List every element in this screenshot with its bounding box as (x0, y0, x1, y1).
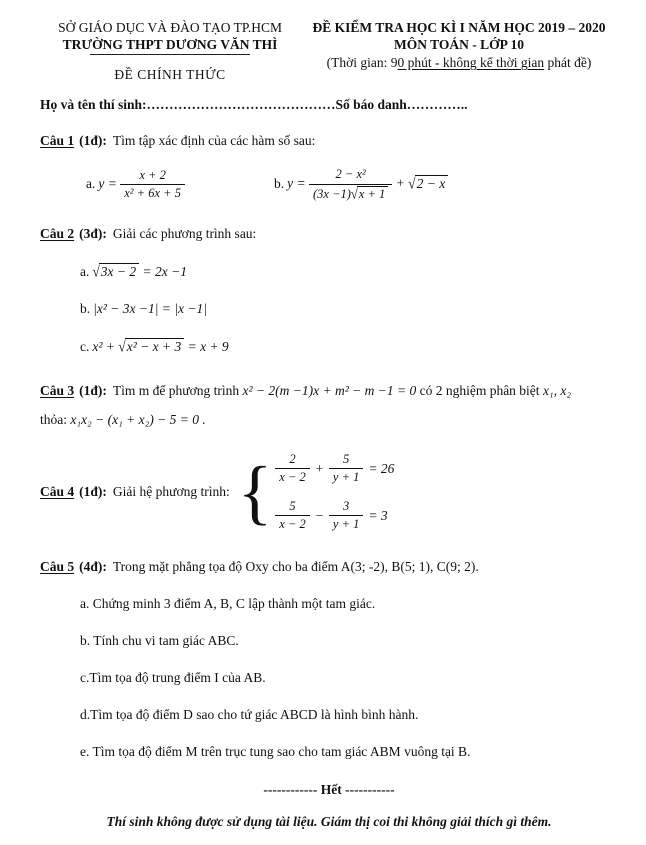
question-3-text-2: có 2 nghiệm phân biệt (419, 383, 540, 399)
q1b-den-radicand: x + 1 (357, 186, 388, 201)
eq2-frac1 (275, 499, 309, 533)
question-5-points: (4đ): (79, 559, 107, 574)
q1b-fraction (309, 167, 392, 202)
q2c-pre: x² + (92, 339, 115, 355)
radical-icon: √ (408, 174, 416, 192)
system-brace: { (237, 451, 273, 532)
system-equations (275, 452, 394, 534)
q1b-plus: + (395, 175, 405, 191)
part-b-label: b. (274, 175, 285, 191)
question-2-text: Giải các phương trình sau: (112, 226, 257, 242)
question-3-number: Câu 3 (40, 383, 75, 399)
q2c-rhs: = x + 9 (187, 339, 229, 355)
school-underline-rule (90, 54, 250, 55)
q3-roots: x₁, x₂ (542, 383, 572, 399)
header-left (40, 20, 300, 83)
question-5-heading (40, 559, 618, 575)
part-b-label: b. (80, 301, 91, 317)
eq1-frac2 (329, 452, 363, 486)
q1a-lhs: y = (98, 175, 117, 191)
question-4-points: (1đ): (79, 484, 107, 500)
question-2-number: Câu 2 (40, 226, 75, 242)
question-4-text: Giải hệ phương trình: (112, 484, 230, 500)
question-2-part-a (80, 263, 618, 280)
exam-time-underlined: 0 phút - không kể thời gian (397, 55, 545, 70)
q1a-numerator: x + 2 (120, 168, 185, 186)
eq2-operator: − (314, 507, 324, 523)
exam-duration-line (300, 55, 618, 71)
eq2-rhs: = 3 (368, 507, 388, 523)
school-name: TRƯỜNG THPT DƯƠNG VĂN THÌ (62, 37, 278, 52)
question-5-part-d: d.Tìm tọa độ điểm D sao cho tứ giác ABCD là hình bình hành. (80, 707, 419, 722)
question-1-number: Câu 1 (40, 133, 75, 148)
question-5-number: Câu 5 (40, 559, 75, 574)
q2a-radicand: 3x − 2 (99, 263, 139, 280)
q1b-den-sqrt (351, 186, 388, 203)
exam-title: ĐỀ KIỂM TRA HỌC KÌ I NĂM HỌC 2019 – 2020 (312, 20, 606, 35)
q1a-denominator: x² + 6x + 5 (124, 186, 181, 201)
q1b-radicand: 2 − x (415, 175, 449, 192)
exam-rules-note: Thí sinh không được sử dụng tài liệu. Giám thị coi thi không giải thích gì thêm. (106, 814, 552, 829)
question-2-heading (40, 226, 618, 242)
q4-equation-system (238, 452, 395, 534)
question-5 (40, 559, 618, 760)
q2b-equation: x² − 3x −1| = |x −1| (96, 301, 207, 317)
q3-equation: x² − 2(m −1)x + m² − m −1 = 0 (242, 383, 417, 399)
exam-time-suffix: phát đề) (544, 55, 592, 70)
question-1-formulas (86, 167, 618, 202)
part-c-label: c. (80, 339, 90, 355)
question-4-heading (40, 484, 230, 500)
eq2-frac1-den: x − 2 (279, 517, 306, 532)
question-3-text-1: Tìm m để phương trình (112, 383, 240, 399)
question-2-part-b (80, 301, 618, 317)
q2a-rhs: = 2x −1 (142, 264, 187, 280)
header-right (300, 20, 618, 83)
system-equation-2 (275, 499, 394, 533)
question-4 (40, 452, 618, 534)
q1b-den-paren: (3x −1) (312, 186, 351, 201)
eq1-frac1-num: 2 (275, 452, 309, 470)
student-info-line: Họ và tên thí sinh:……………………………………Số báo danh………….. (40, 97, 468, 112)
question-2-part-c (80, 338, 618, 355)
eq1-rhs: = 26 (368, 460, 395, 476)
eq1-frac1 (275, 452, 309, 486)
eq2-frac2 (329, 499, 363, 533)
eq2-frac1-num: 5 (275, 499, 309, 517)
exam-time-prefix: (Thời gian: 9 (326, 55, 398, 70)
q1b-numerator: 2 − x² (309, 167, 392, 185)
system-equation-1 (275, 452, 394, 486)
eq2-frac2-den: y + 1 (332, 517, 360, 532)
exam-subject: MÔN TOÁN - LỚP 10 (394, 37, 525, 52)
question-1-part-b (274, 167, 448, 202)
question-1-part-a (86, 168, 274, 202)
question-5-part-a: a. Chứng minh 3 điểm A, B, C lập thành một tam giác. (80, 596, 376, 611)
question-5-part-b: b. Tính chu vi tam giác ABC. (80, 633, 239, 648)
official-exam-label: ĐỀ CHÍNH THỨC (114, 67, 226, 82)
question-3-points: (1đ): (79, 383, 107, 399)
q2b-pipe: | (93, 301, 97, 317)
question-2-points: (3đ): (79, 226, 107, 242)
q1b-lhs: y = (287, 175, 306, 191)
q3-thoa-label: thỏa: (40, 411, 67, 427)
question-1-text: Tìm tập xác định của các hàm số sau: (112, 133, 316, 148)
eq1-frac2-num: 5 (329, 452, 363, 470)
eq2-frac2-num: 3 (329, 499, 363, 517)
question-3-condition (40, 412, 618, 428)
part-a-label: a. (86, 175, 96, 191)
question-5-text: Trong mặt phẳng tọa độ Oxy cho ba điểm A(3; -2), B(5; 1), C(9; 2). (112, 559, 479, 574)
header (40, 20, 618, 83)
radical-icon: √ (118, 338, 126, 356)
radical-icon: √ (92, 263, 100, 281)
part-a-label: a. (80, 264, 90, 280)
q2a-sqrt (92, 263, 139, 280)
question-5-part-e: e. Tìm tọa độ điểm M trên trục tung sao cho tam giác ABM vuông tại B. (80, 744, 471, 759)
q2c-radicand: x² − x + 3 (125, 338, 185, 355)
q1b-sqrt (408, 175, 448, 192)
question-5-part-c: c.Tìm tọa độ trung điểm I của AB. (80, 670, 266, 685)
radical-icon: √ (350, 185, 358, 202)
question-1-points: (1đ): (79, 133, 107, 148)
q1b-denominator (309, 185, 392, 203)
eq1-frac1-den: x − 2 (279, 470, 306, 485)
question-3-heading (40, 381, 618, 401)
eq1-frac2-den: y + 1 (332, 470, 360, 485)
department-name: SỞ GIÁO DỤC VÀ ĐÀO TẠO TP.HCM (58, 20, 282, 35)
end-marker: ------------ Hết ----------- (263, 782, 395, 797)
eq1-operator: + (314, 460, 324, 476)
question-1-heading (40, 133, 618, 149)
q3-condition-equation: x₁x₂ − (x₁ + x₂) − 5 = 0 . (70, 411, 206, 427)
question-4-number: Câu 4 (40, 484, 75, 500)
q1a-fraction (120, 168, 185, 202)
q2c-sqrt (118, 338, 184, 355)
